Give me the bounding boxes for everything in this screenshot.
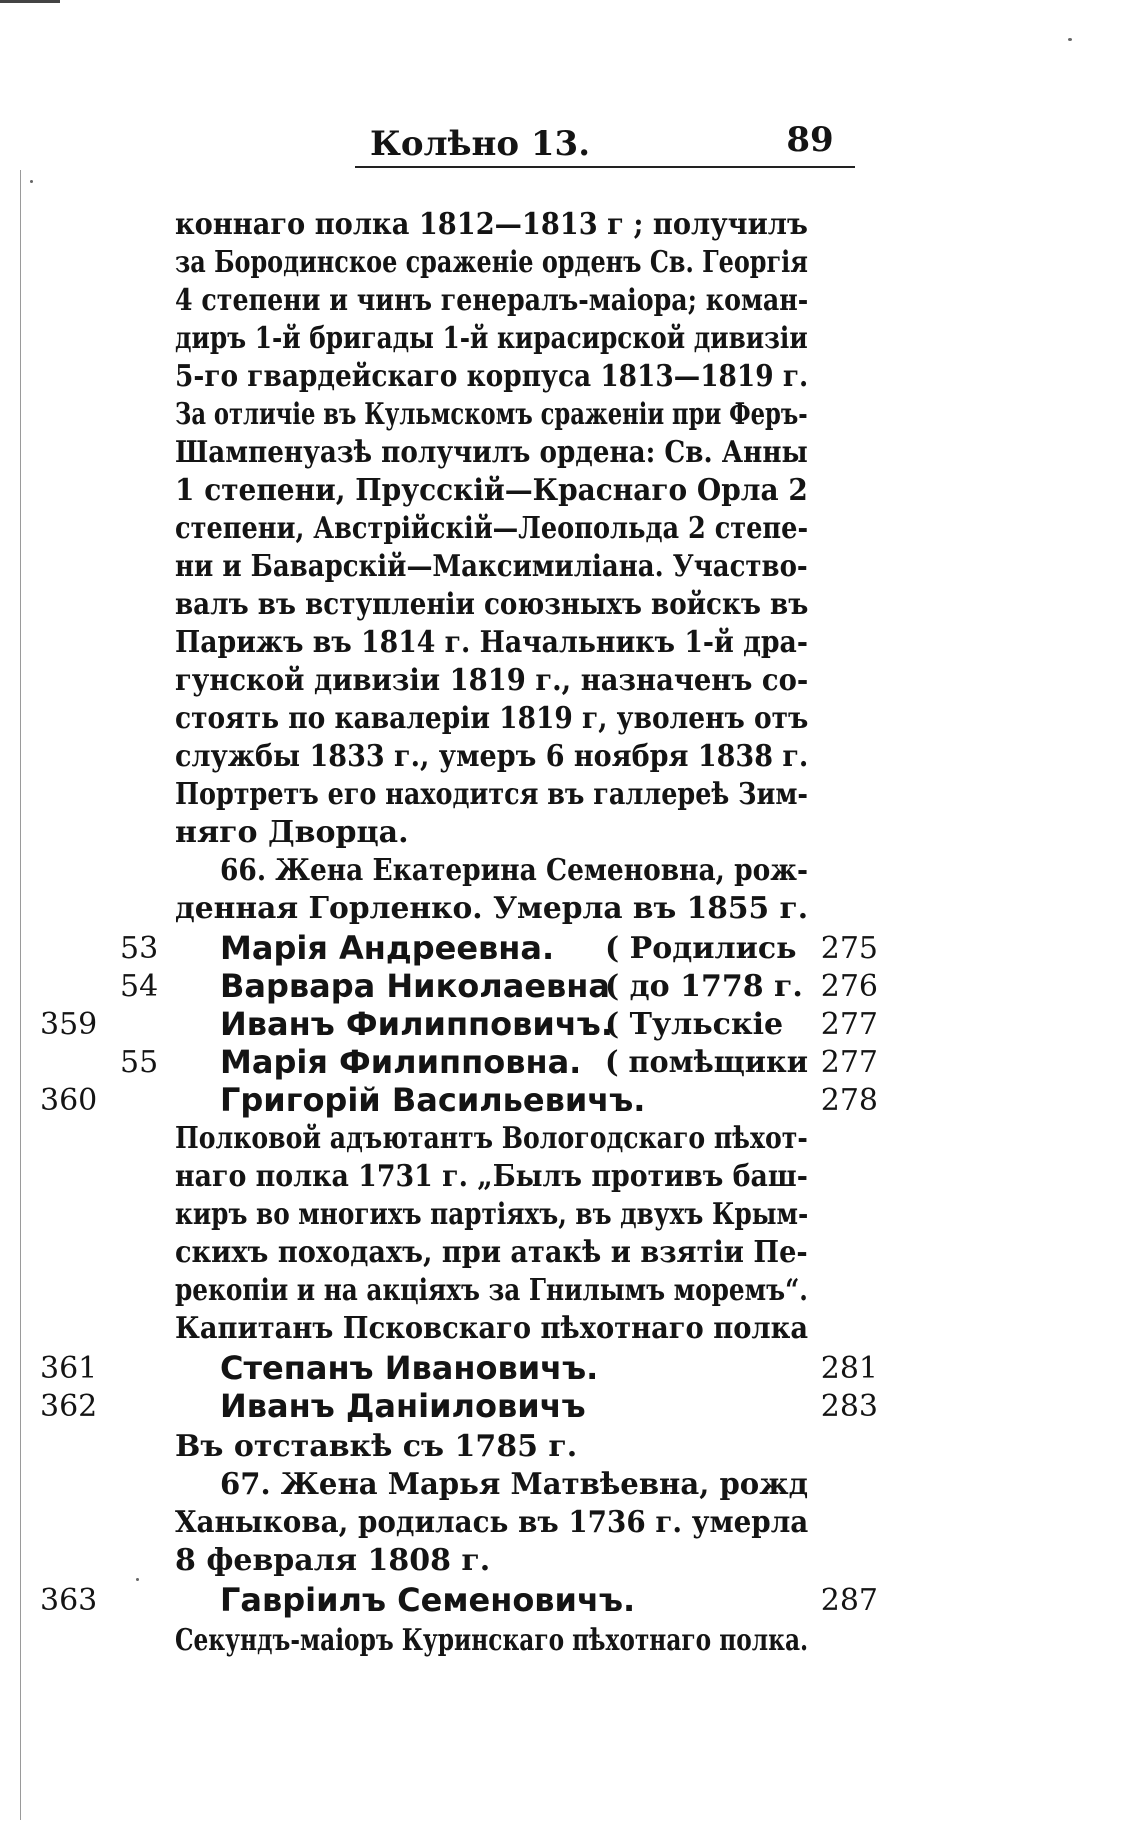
text-line: скихъ походахъ, при атакѣ и взятіи Пе-: [175, 1235, 808, 1270]
text-line: рекопіи и на акціяхъ за Гнилымъ моремъ“.: [175, 1273, 808, 1308]
text-line: стоять по кавалеріи 1819 г, уволенъ отъ: [175, 701, 809, 736]
entry-number: 54: [120, 969, 159, 1004]
text-line: Портретъ его находится въ галлереѣ Зим-: [175, 777, 809, 812]
text-line: за Бородинское сраженіе орденъ Св. Георгія: [175, 245, 808, 280]
header-rule: [355, 166, 855, 168]
text-line: няго Дворца.: [175, 815, 409, 850]
text-line: Парижъ въ 1814 г. Начальникъ 1-й дра-: [175, 625, 808, 660]
reference-number: 276: [820, 969, 878, 1004]
scan-speck: [30, 180, 33, 183]
scan-speck: [1068, 38, 1072, 41]
text-line: Полковой адъютантъ Вологодскаго пѣхот-: [175, 1121, 808, 1156]
entry-name: Иванъ Даніиловичъ: [220, 1387, 586, 1425]
text-line: Ханыкова, родилась въ 1736 г. умерла: [175, 1505, 809, 1540]
text-line: службы 1833 г., умеръ 6 ноября 1838 г.: [175, 739, 809, 774]
text-line: Въ отставкѣ съ 1785 г.: [175, 1429, 578, 1464]
entry-note: ( Тульскіе: [605, 1007, 784, 1042]
reference-number: 277: [820, 1045, 878, 1080]
text-line: 5-го гвардейскаго корпуса 1813—1819 г.: [175, 359, 809, 394]
entry-name: Варвара Николаевна: [220, 967, 610, 1005]
entry-name: Марія Андреевна.: [220, 929, 555, 967]
text-line: 67. Жена Марья Матвѣевна, рожд: [220, 1467, 809, 1502]
entry-name: Степанъ Ивановичъ.: [220, 1349, 599, 1387]
text-line: коннаго полка 1812—1813 г ; получилъ: [175, 207, 808, 242]
entry-name: Иванъ Филипповичъ.: [220, 1005, 613, 1043]
reference-number: 283: [820, 1389, 878, 1424]
text-line: киръ во многихъ партіяхъ, въ двухъ Крым-: [175, 1197, 809, 1232]
entry-number: 363: [40, 1583, 98, 1618]
text-line: валъ въ вступленіи союзныхъ войскъ въ: [175, 587, 809, 622]
reference-number: 277: [820, 1007, 878, 1042]
text-line: 66. Жена Екатерина Семеновна, рож-: [220, 853, 808, 888]
text-line: наго полка 1731 г. „Былъ противъ баш-: [175, 1159, 808, 1194]
reference-number: 275: [820, 931, 878, 966]
text-line: Шампенуазѣ получилъ ордена: Св. Анны: [175, 435, 808, 470]
text-line: 4 степени и чинъ генералъ-маіора; коман-: [175, 283, 809, 318]
reference-number: 281: [820, 1351, 878, 1386]
scan-speck: [136, 1578, 139, 1581]
entry-number: 55: [120, 1045, 159, 1080]
entry-number: 359: [40, 1007, 98, 1042]
text-line: Капитанъ Псковскаго пѣхотнаго полка: [175, 1311, 809, 1346]
entry-number: 53: [120, 931, 159, 966]
text-line: денная Горленко. Умерла въ 1855 г.: [175, 891, 809, 926]
scan-corner-mark: [0, 0, 60, 3]
entry-note: ( Родились: [605, 931, 797, 966]
reference-number: 287: [820, 1583, 878, 1618]
entry-name: Марія Филипповна.: [220, 1043, 582, 1081]
text-line: ни и Баварскій—Максимиліана. Участво-: [175, 549, 808, 584]
reference-number: 278: [820, 1083, 878, 1118]
entry-name: Гавріилъ Семеновичъ.: [220, 1581, 636, 1619]
running-title: Колѣно 13.: [370, 124, 591, 164]
text-line: 8 февраля 1808 г.: [175, 1543, 491, 1578]
text-line: За отличіе въ Кульмскомъ сраженіи при Феръ-: [175, 397, 808, 432]
entry-note: ( помѣщики: [605, 1045, 809, 1080]
page-number: 89: [786, 120, 834, 160]
text-line: 1 степени, Прусскій—Краснаго Орла 2: [175, 473, 808, 508]
text-line: диръ 1-й бригады 1-й кирасирской дивизіи: [175, 321, 808, 356]
entry-number: 361: [40, 1351, 98, 1386]
page-edge-line: [20, 170, 21, 1820]
text-line: степени, Австрійскій—Леопольда 2 степе-: [175, 511, 809, 546]
text-line: гунской дивизіи 1819 г., назначенъ со-: [175, 663, 809, 698]
entry-name: Григорій Васильевичъ.: [220, 1081, 646, 1119]
entry-note: ( до 1778 г.: [605, 969, 803, 1004]
entry-number: 362: [40, 1389, 98, 1424]
text-line: Секундъ-маіоръ Куринскаго пѣхотнаго полка.: [175, 1623, 809, 1658]
entry-number: 360: [40, 1083, 98, 1118]
